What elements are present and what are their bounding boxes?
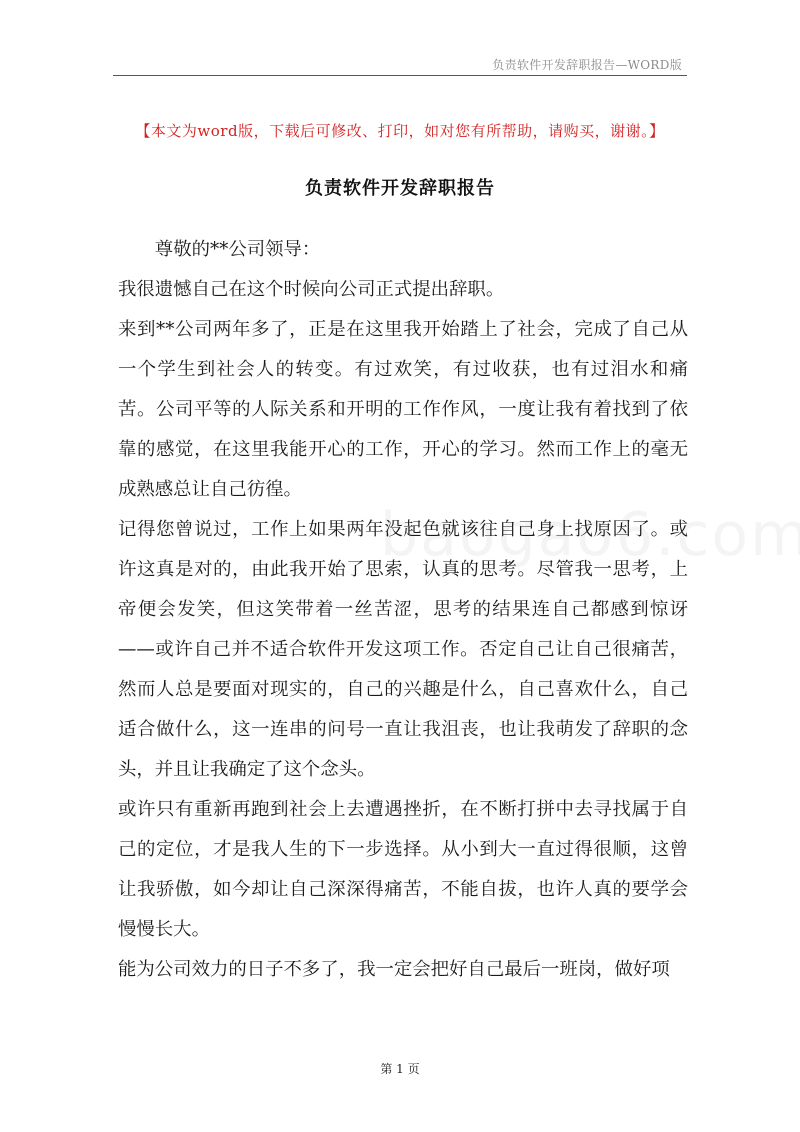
document-title: 负责软件开发辞职报告: [305, 178, 495, 199]
paragraph: 来到**公司两年多了，正是在这里我开始踏上了社会，完成了自己从一个学生到社会人的转变。有过欢笑，有过收获，也有过泪水和痛苦。公司平等的人际关系和开明的工作作风，一度让我有着找到了依靠的感觉，在这里我能开心的工作，开心的学习。然而工作上的毫无成熟感总让自己彷徨。: [118, 319, 688, 500]
running-header: 负责软件开发辞职报告—WORD版: [492, 58, 682, 72]
paragraph: 我很遗憾自己在这个时候向公司正式提出辞职。: [118, 279, 505, 300]
paragraph: 能为公司效力的日子不多了，我一定会把好自己最后一班岗，做好项: [118, 959, 670, 980]
salutation: 尊敬的**公司领导：: [154, 239, 321, 260]
paragraph: 记得您曾说过，工作上如果两年没起色就该往自己身上找原因了。或许这真是对的，由此我开始了思索，认真的思考。尽管我一思考，上帝便会发笑，但这笑带着一丝苦涩，思考的结果连自己都感到惊讶——或许自己并不适合软件开发这项工作。否定自己让自己很痛苦，然而人总是要面对现实的，自己的兴趣是什么，自己喜欢什么，自己适合做什么，这一连串的问号一直让我沮丧，也让我萌发了辞职的念头，并且让我确定了这个念头。: [118, 519, 688, 780]
document-body: [118, 230, 688, 990]
page-number: 第 1 页: [380, 1062, 420, 1076]
paragraph: 或许只有重新再跑到社会上去遭遇挫折，在不断打拼中去寻找属于自己的定位，才是我人生的下一步选择。从小到大一直过得很顺，这曾让我骄傲，如今却让自己深深得痛苦，不能自拔，也许人真的要学会慢慢长大。: [118, 799, 688, 940]
header-rule: [113, 75, 687, 76]
download-notice: 【本文为word版，下载后可修改、打印，如对您有所帮助，请购买，谢谢。】: [135, 122, 665, 140]
